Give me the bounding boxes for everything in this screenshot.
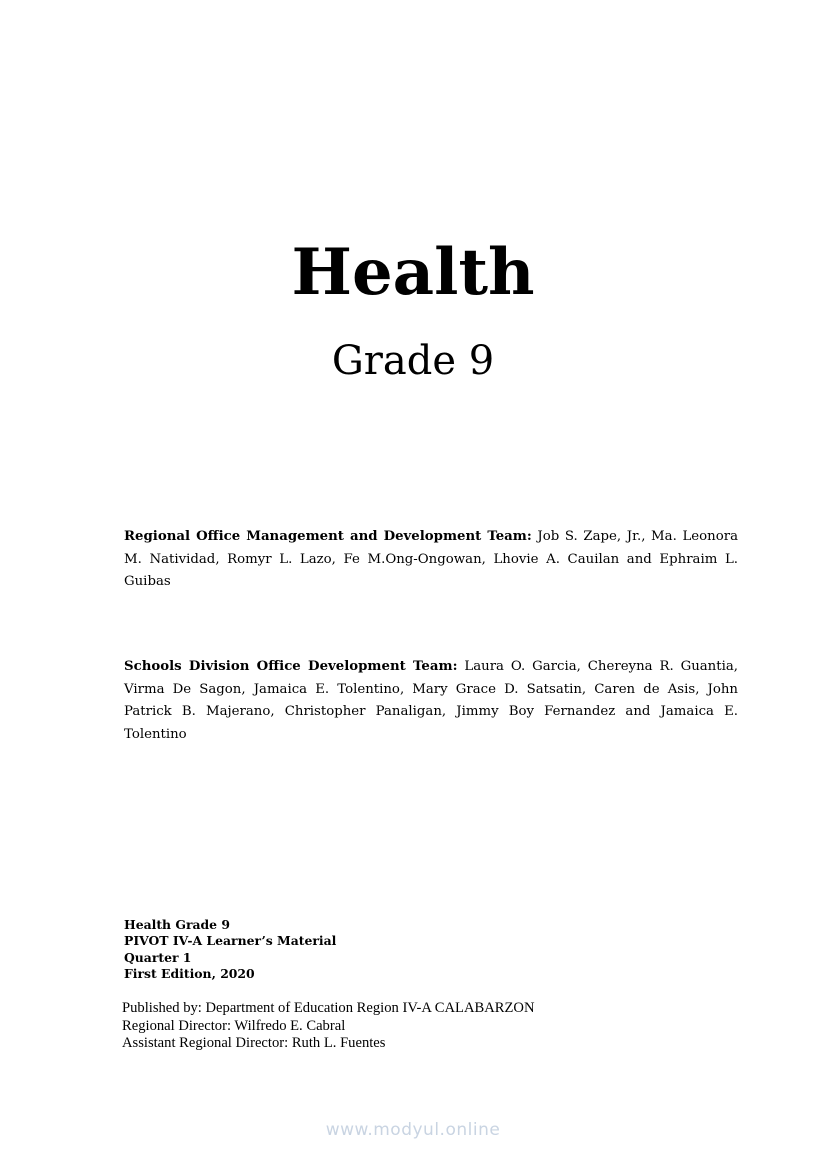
colophon-line-material: PIVOT IV-A Learner’s Material	[124, 933, 337, 949]
watermark-text: www.modyul.online	[325, 1120, 501, 1140]
colophon	[124, 917, 744, 983]
credits-names: Laura O. Garcia, Chereyna R. Guantia, Virma De Sagon, Jamaica E. Tolentino, Mary Grace D. Satsatin, Caren de Asis, John Patrick B. Majerano, Christopher Panaligan, Jimmy Boy Fernandez and Jamaica E. Tolentino	[124, 659, 738, 742]
credits-names: Job S. Zape, Jr., Ma. Leonora M. Natividad, Romyr L. Lazo, Fe M.Ong-Ongowan, Lhovie A. Cauilan and Ephraim L. Guibas	[124, 529, 739, 590]
publisher-line-assistant-regional-director: Assistant Regional Director: Ruth L. Fuentes	[122, 1035, 386, 1051]
credits-lead-label: Regional Office Management and Development Team:	[124, 529, 532, 545]
publisher-block	[122, 1000, 742, 1053]
publisher-line-regional-director: Regional Director: Wilfredo E. Cabral	[122, 1017, 346, 1034]
publisher-line-published-by: Published by: Department of Education Region IV-A CALABARZON	[122, 1000, 535, 1016]
page-title: Health	[291, 234, 535, 310]
credits-lead-label: Schools Division Office Development Team:	[124, 659, 458, 675]
credits-paragraph-regional-office	[124, 526, 738, 594]
colophon-line-quarter: Quarter 1	[124, 949, 192, 965]
credits-paragraph-division-office	[124, 656, 738, 746]
colophon-line-title: Health Grade 9	[124, 917, 230, 932]
colophon-line-edition: First Edition, 2020	[124, 966, 255, 982]
page-subtitle: Grade 9	[331, 338, 495, 385]
